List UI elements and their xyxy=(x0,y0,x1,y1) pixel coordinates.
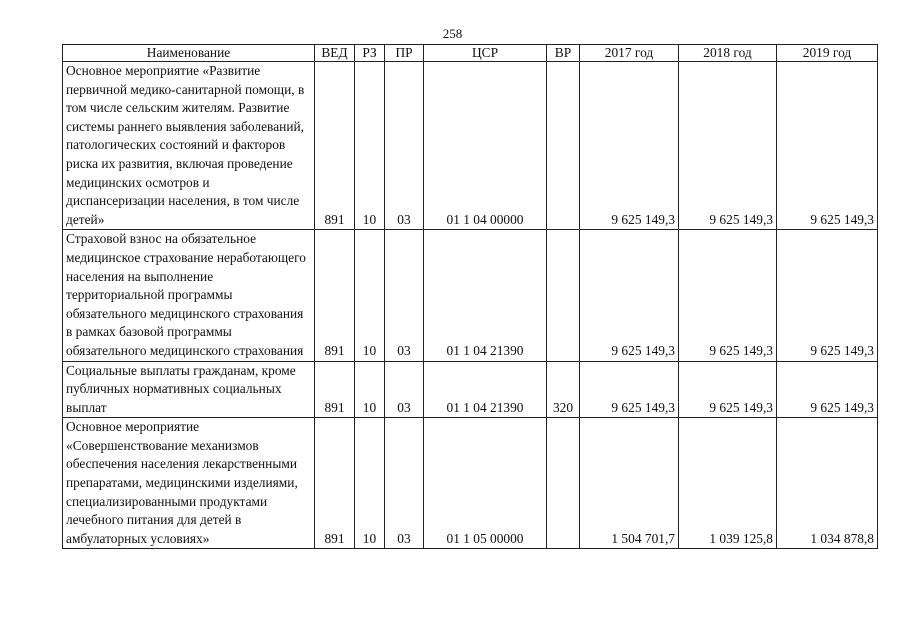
header-row xyxy=(63,45,878,62)
row-vr: 320 xyxy=(547,361,580,418)
row-ved: 891 xyxy=(315,230,355,361)
row-pr: 03 xyxy=(385,361,424,418)
row-2017: 9 625 149,3 xyxy=(580,361,679,418)
row-csr: 01 1 04 21390 xyxy=(424,230,547,361)
table-row xyxy=(63,361,878,418)
header-2017: 2017 год xyxy=(580,45,679,62)
header-name: Наименование xyxy=(63,45,315,62)
row-2018: 9 625 149,3 xyxy=(679,62,777,230)
table-row xyxy=(63,230,878,361)
row-vr xyxy=(547,62,580,230)
row-2019: 9 625 149,3 xyxy=(777,230,878,361)
row-ved: 891 xyxy=(315,418,355,549)
row-2019: 9 625 149,3 xyxy=(777,361,878,418)
row-pr: 03 xyxy=(385,418,424,549)
row-rz: 10 xyxy=(355,62,385,230)
row-pr: 03 xyxy=(385,230,424,361)
row-pr: 03 xyxy=(385,62,424,230)
row-ved: 891 xyxy=(315,361,355,418)
row-2019: 9 625 149,3 xyxy=(777,62,878,230)
header-2018: 2018 год xyxy=(679,45,777,62)
row-2018: 9 625 149,3 xyxy=(679,230,777,361)
row-name: Социальные выплаты гражданам, кроме публичных нормативных социальных выплат xyxy=(63,361,315,418)
header-rz: РЗ xyxy=(355,45,385,62)
row-csr: 01 1 04 00000 xyxy=(424,62,547,230)
row-2017: 9 625 149,3 xyxy=(580,62,679,230)
header-ved: ВЕД xyxy=(315,45,355,62)
row-rz: 10 xyxy=(355,418,385,549)
row-name: Основное мероприятие «Совершенствование механизмов обеспечения населения лекарственными препаратами, медицинскими изделиями, специализированными продуктами лечебного питания для детей в амбулаторных условиях» xyxy=(63,418,315,549)
row-2018: 9 625 149,3 xyxy=(679,361,777,418)
row-vr xyxy=(547,230,580,361)
table-row xyxy=(63,418,878,549)
row-name: Основное мероприятие «Развитие первичной медико-санитарной помощи, в том числе сельским жителям. Развитие системы раннего выявления заболеваний, патологических состояний и факторов риска их развития, включая проведение медицинских осмотров и диспансеризации населения, в том числе детей» xyxy=(63,62,315,230)
header-csr: ЦСР xyxy=(424,45,547,62)
row-rz: 10 xyxy=(355,230,385,361)
page-number: 258 xyxy=(442,26,463,41)
header-2019: 2019 год xyxy=(777,45,878,62)
budget-table xyxy=(62,44,878,549)
row-csr: 01 1 04 21390 xyxy=(424,361,547,418)
table-row xyxy=(63,62,878,230)
row-2018: 1 039 125,8 xyxy=(679,418,777,549)
row-2017: 9 625 149,3 xyxy=(580,230,679,361)
row-2017: 1 504 701,7 xyxy=(580,418,679,549)
row-ved: 891 xyxy=(315,62,355,230)
header-pr: ПР xyxy=(385,45,424,62)
row-csr: 01 1 05 00000 xyxy=(424,418,547,549)
row-2019: 1 034 878,8 xyxy=(777,418,878,549)
row-vr xyxy=(547,418,580,549)
header-vr: ВР xyxy=(547,45,580,62)
row-name: Страховой взнос на обязательное медицинское страхование неработающего населения на выполнение территориальной программы обязательного медицинского страхования в рамках базовой программы обязательного медицинского страхования xyxy=(63,230,315,361)
row-rz: 10 xyxy=(355,361,385,418)
